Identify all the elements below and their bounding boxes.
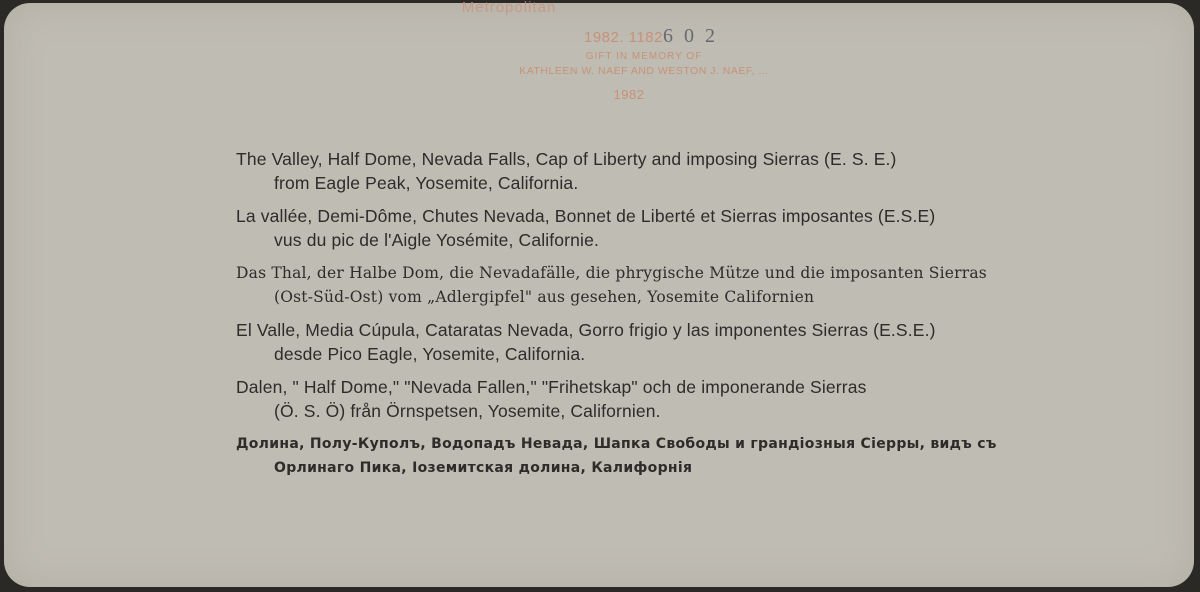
caption-english <box>236 147 1036 195</box>
caption-russian <box>236 432 1036 480</box>
caption-line: vus du pic de l'Aigle Yosémite, Californie. <box>274 230 599 250</box>
caption-spanish <box>236 318 1036 366</box>
caption-swedish <box>236 375 1036 423</box>
caption-line: desde Pico Eagle, Yosemite, California. <box>274 344 586 364</box>
caption-line: La vallée, Demi-Dôme, Chutes Nevada, Bonnet de Liberté et Sierras imposantes (E.S.E) <box>236 206 936 226</box>
accession-number-handwritten: 6 0 2 <box>662 25 718 47</box>
gift-stamp-line: GIFT IN MEMORY OF <box>585 51 703 62</box>
caption-line: Долина, Полу-Куполъ, Водопадъ Невада, Шапка Свободы и грандiозныя Сiерры, видъ съ <box>236 436 997 452</box>
multilingual-captions <box>236 147 1036 489</box>
caption-line: El Valle, Media Cúpula, Cataratas Nevada, Gorro frigio y las imponentes Sierras (E.S.E.) <box>236 320 936 340</box>
accession-number <box>584 25 764 48</box>
caption-line: Dalen, " Half Dome," "Nevada Fallen," "Frihetskap" och de imponerande Sierras <box>236 377 867 397</box>
caption-line: Das Thal, der Halbe Dom, die Nevadafälle, die phrygische Mütze und die imposanten Sierras <box>236 264 987 282</box>
caption-german <box>236 261 1036 309</box>
faded-museum-stamp: Metropolitan <box>461 0 557 16</box>
stereograph-card-back <box>4 0 1194 587</box>
caption-line: The Valley, Half Dome, Nevada Falls, Cap of Liberty and imposing Sierras (E. S. E.) <box>236 149 897 169</box>
gift-year-stamp: 1982 <box>613 87 645 102</box>
accession-number-printed: 1982. 1182 <box>584 29 663 46</box>
donor-name-stamp: KATHLEEN W. NAEF AND WESTON J. NAEF, ... <box>519 65 769 77</box>
caption-line: (Ost-Süd-Ost) vom „Adlergipfel" aus gesehen, Yosemite Californien <box>274 288 815 306</box>
caption-line: from Eagle Peak, Yosemite, California. <box>274 173 579 193</box>
caption-line: (Ö. S. Ö) från Örnspetsen, Yosemite, Californien. <box>274 401 661 421</box>
caption-line: Орлинаго Пика, Iозeмитская долина, Калифорнiя <box>274 460 693 476</box>
caption-french <box>236 204 1036 252</box>
